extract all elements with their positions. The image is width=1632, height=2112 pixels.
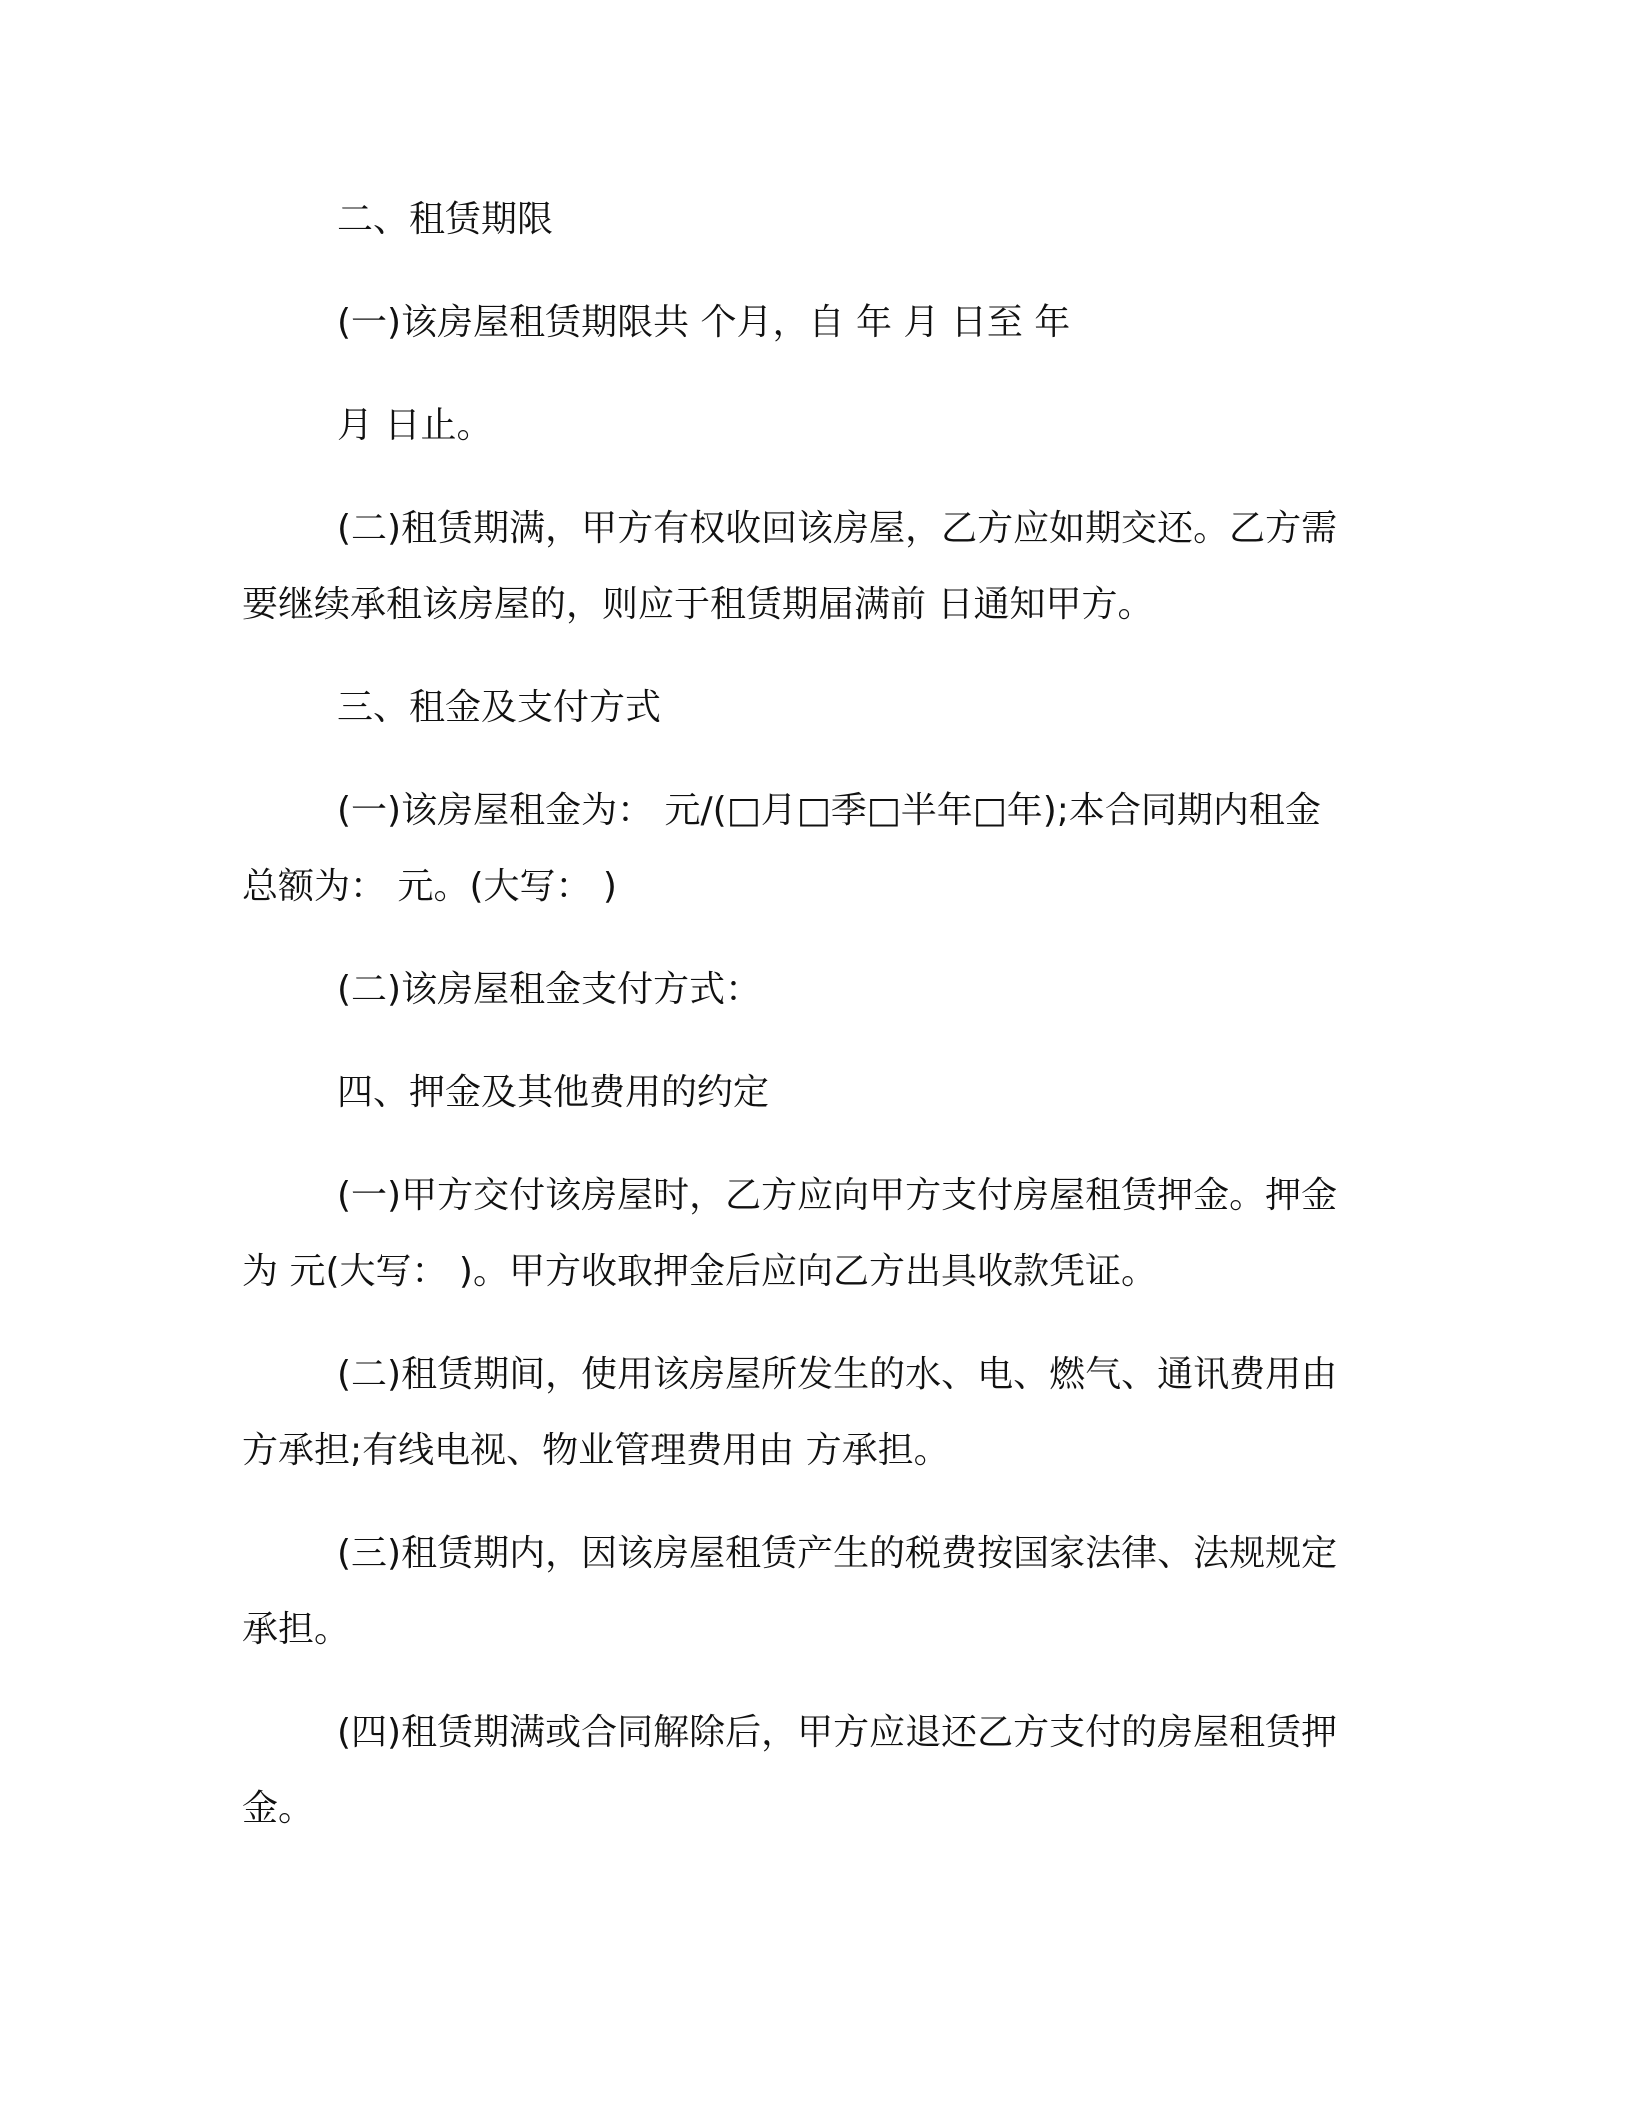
section-heading-rent-payment: 三、租金及支付方式 [337,687,662,728]
clause-line: (二)租赁期间，使用该房屋所发生的水、电、燃气、通讯费用由 [337,1354,1338,1395]
clause-line: (一)该房屋租赁期限共 个月，自 年 月 日至 年 [337,302,1071,343]
clause-line: 方承担;有线电视、物业管理费用由 方承担。 [242,1430,950,1471]
clause-line: (二)租赁期满，甲方有权收回该房屋，乙方应如期交还。乙方需 [337,508,1338,549]
clause-line: 承担。 [242,1609,351,1650]
clause-line: 金。 [242,1788,315,1829]
clause-line: (一)甲方交付该房屋时，乙方应向甲方支付房屋租赁押金。押金 [337,1175,1338,1216]
section-heading-lease-term: 二、租赁期限 [337,199,554,240]
clause-line: 月 日止。 [337,405,493,446]
clause-utility-fees [242,1337,1360,1489]
clause-line: 为 元(大写： )。甲方收取押金后应向乙方出具收款凭证。 [242,1251,1157,1292]
clause-rent-amount [242,773,1360,925]
section-heading-deposit-fees: 四、押金及其他费用的约定 [337,1072,770,1113]
clause-line: 要继续承租该房屋的，则应于租赁期届满前 日通知甲方。 [242,584,1154,625]
clause-line: 总额为： 元。(大写： ) [242,866,617,907]
clause-line: (一)该房屋租金为： 元/(□月□季□半年□年);本合同期内租金 [337,790,1321,831]
clause-line: (三)租赁期内，因该房屋租赁产生的税费按国家法律、法规规定 [337,1533,1338,1574]
clause-line: (四)租赁期满或合同解除后，甲方应退还乙方支付的房屋租赁押 [337,1712,1338,1753]
clause-lease-expiry [242,491,1360,643]
clause-taxes [242,1516,1360,1668]
clause-deposit-refund [242,1695,1360,1847]
clause-lease-period [242,285,1360,464]
clause-rent-payment-method: (二)该房屋租金支付方式： [337,969,762,1010]
document-body [242,182,1360,1847]
clause-deposit [242,1158,1360,1310]
